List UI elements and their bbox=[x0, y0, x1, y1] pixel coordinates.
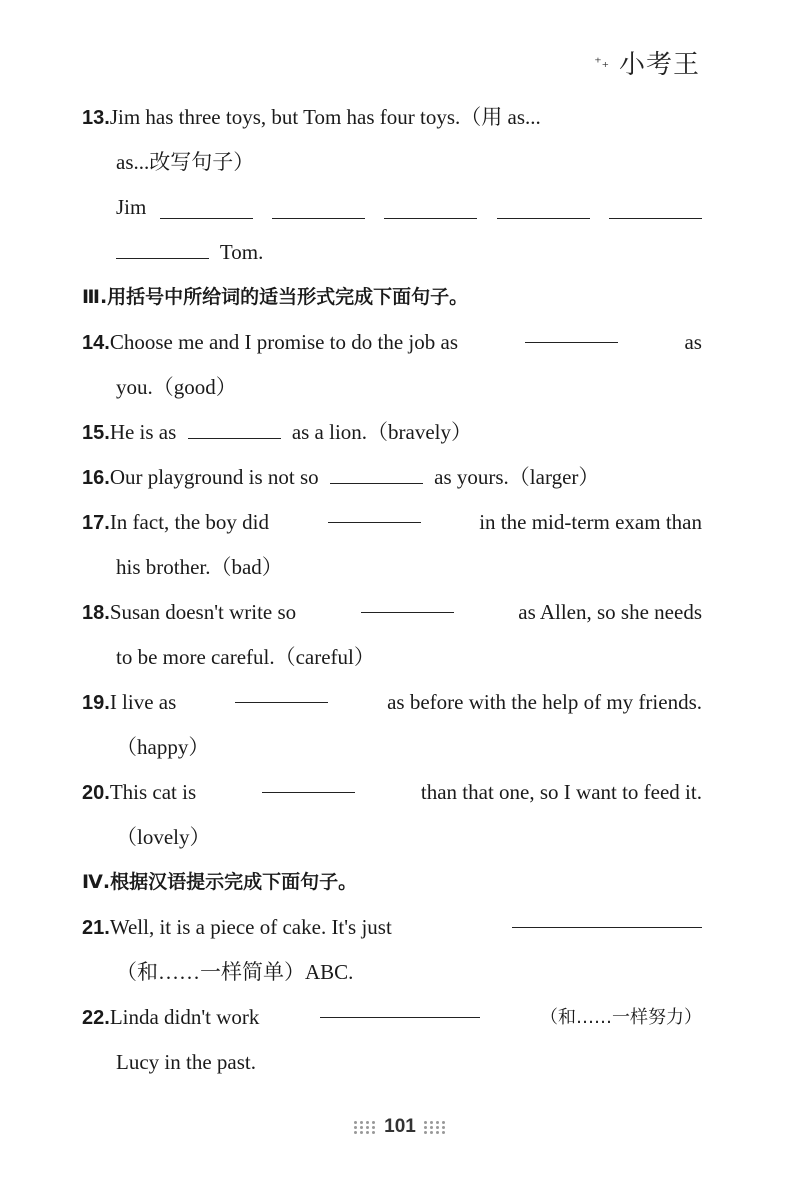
q21-line2 bbox=[82, 950, 702, 995]
dots-decoration-left bbox=[354, 1121, 376, 1134]
q14-hint: you.（good） bbox=[116, 375, 237, 399]
q16-line bbox=[82, 455, 702, 500]
q19-text-after: as before with the help of my friends. bbox=[387, 690, 702, 714]
q15-text-after: as a lion.（bravely） bbox=[291, 420, 473, 444]
q13-number: 13. bbox=[82, 107, 110, 129]
q19-line2 bbox=[82, 725, 702, 770]
q13-end-word: Tom. bbox=[219, 240, 264, 264]
q22-text-cont: Lucy in the past. bbox=[116, 1050, 256, 1074]
q22-line1 bbox=[82, 995, 702, 1040]
q19-line1 bbox=[82, 680, 702, 725]
q22-line2 bbox=[82, 1040, 702, 1085]
q18-line2 bbox=[82, 635, 702, 680]
q18-number: 18. bbox=[82, 602, 110, 624]
q13-blank-4[interactable] bbox=[497, 196, 590, 219]
q13-line1 bbox=[82, 95, 702, 140]
worksheet-content bbox=[82, 95, 702, 1085]
q16-number: 16. bbox=[82, 467, 110, 489]
q13-blank-6[interactable] bbox=[116, 236, 209, 259]
q18-text-after: as Allen, so she needs bbox=[518, 600, 702, 624]
q17-text-after: in the mid-term exam than bbox=[479, 510, 702, 534]
q20-hint: （lovely） bbox=[116, 825, 211, 849]
q16-text-after: as yours.（larger） bbox=[434, 465, 600, 489]
q14-line2 bbox=[82, 365, 702, 410]
q17-line1 bbox=[82, 500, 702, 545]
q15-blank[interactable] bbox=[188, 416, 281, 439]
q19-number: 19. bbox=[82, 692, 110, 714]
q17-text: In fact, the boy did bbox=[109, 510, 270, 534]
q17-number: 17. bbox=[82, 512, 110, 534]
q22-text: Linda didn't work bbox=[109, 1005, 260, 1029]
q21-line1 bbox=[82, 905, 702, 950]
q13-text-cont: as...改写句子） bbox=[116, 150, 255, 174]
q20-line2 bbox=[82, 815, 702, 860]
q13-line3 bbox=[82, 185, 702, 230]
q14-text-after: as bbox=[684, 330, 702, 354]
q14-number: 14. bbox=[82, 332, 110, 354]
dots-decoration-right bbox=[424, 1121, 446, 1134]
q20-number: 20. bbox=[82, 782, 110, 804]
q18-text: Susan doesn't write so bbox=[109, 600, 297, 624]
q13-blank-5[interactable] bbox=[609, 196, 702, 219]
sparkle-icon: ⁺₊ bbox=[594, 54, 609, 71]
q15-number: 15. bbox=[82, 422, 110, 444]
q13-text: Jim has three toys, but Tom has four toys.（用 as... bbox=[109, 105, 541, 129]
q20-text-after: than that one, so I want to feed it. bbox=[420, 780, 702, 804]
q18-blank[interactable] bbox=[361, 590, 454, 613]
section-4-title: Ⅳ.根据汉语提示完成下面句子。 bbox=[82, 871, 358, 893]
q22-number: 22. bbox=[82, 1007, 110, 1029]
q21-hint: （和……一样简单）ABC. bbox=[116, 960, 354, 984]
q19-blank[interactable] bbox=[235, 680, 328, 703]
q22-hint: （和……一样努力） bbox=[539, 1007, 702, 1028]
q17-hint: his brother.（bad） bbox=[116, 555, 283, 579]
q21-blank[interactable] bbox=[512, 905, 702, 928]
q13-start-word: Jim bbox=[116, 195, 147, 219]
q14-text: Choose me and I promise to do the job as bbox=[109, 330, 459, 354]
q21-number: 21. bbox=[82, 917, 110, 939]
q20-blank[interactable] bbox=[262, 770, 355, 793]
q20-line1 bbox=[82, 770, 702, 815]
q19-text: I live as bbox=[109, 690, 177, 714]
q17-line2 bbox=[82, 545, 702, 590]
brand-header bbox=[594, 44, 700, 81]
section-3-title: Ⅲ.用括号中所给词的适当形式完成下面句子。 bbox=[82, 286, 469, 308]
q18-line1 bbox=[82, 590, 702, 635]
q14-line1 bbox=[82, 320, 702, 365]
q20-text: This cat is bbox=[109, 780, 197, 804]
q13-blank-2[interactable] bbox=[272, 196, 365, 219]
q16-text: Our playground is not so bbox=[109, 465, 319, 489]
q16-blank[interactable] bbox=[330, 461, 423, 484]
page-number: 101 bbox=[384, 1116, 416, 1137]
q14-blank[interactable] bbox=[525, 320, 618, 343]
page-footer bbox=[0, 1116, 800, 1138]
q22-blank[interactable] bbox=[320, 995, 480, 1018]
q18-hint: to be more careful.（careful） bbox=[116, 645, 375, 669]
q13-blank-1[interactable] bbox=[160, 196, 253, 219]
brand-name: 小考王 bbox=[618, 50, 700, 80]
q21-text: Well, it is a piece of cake. It's just bbox=[109, 915, 392, 939]
q15-text: He is as bbox=[109, 420, 177, 444]
q13-line4 bbox=[82, 230, 702, 275]
q13-line2 bbox=[82, 140, 702, 185]
q13-blank-3[interactable] bbox=[384, 196, 477, 219]
q17-blank[interactable] bbox=[328, 500, 421, 523]
q19-hint: （happy） bbox=[116, 735, 210, 759]
q15-line bbox=[82, 410, 702, 455]
